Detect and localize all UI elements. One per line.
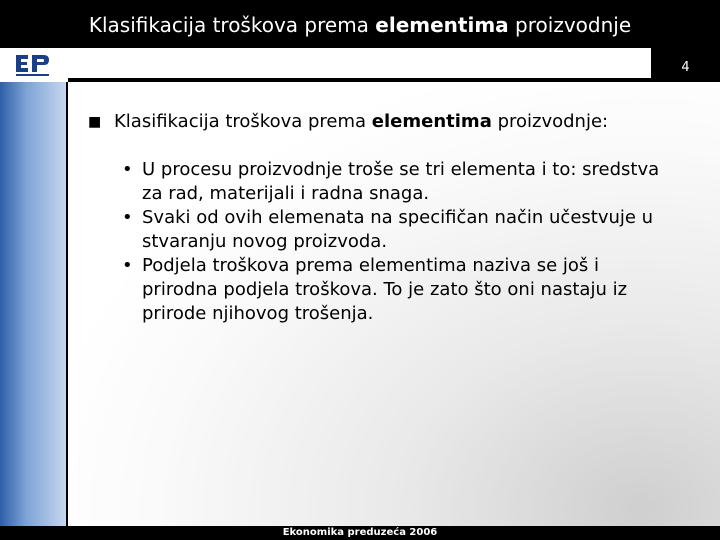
dot-bullet-icon: • [122,255,133,276]
title-bar [0,0,720,48]
square-bullet-icon: ■ [88,114,102,130]
header-band [68,48,651,78]
left-decorative-panel [0,82,66,540]
page-number: 4 [651,48,720,82]
dot-bullet-icon: • [122,159,133,180]
sub-bullet-text: Podjela troškova prema elementima naziva se još i prirodna podjela troškova. To je zato što oni nastaju iz prirode njihovog trošenja. [142,255,628,324]
slide-title: Klasifikacija troškova prema elementima proizvodnje [88,13,632,37]
main-bullet-text: Klasifikacija troškova prema elementima proizvodnje: [114,111,609,132]
ep-logo-icon [12,52,54,78]
sub-bullet-text: Svaki od ovih elemenata na specifičan način učestvuje u stvaranju novog proizvoda. [142,207,654,252]
sub-bullet-text: U procesu proizvodnje troše se tri elementa i to: sredstva za rad, materijali i radna snaga. [142,159,660,204]
content-area [68,82,720,526]
footer: Ekonomika preduzeća 2006 [0,526,720,540]
dot-bullet-icon: • [122,207,133,228]
